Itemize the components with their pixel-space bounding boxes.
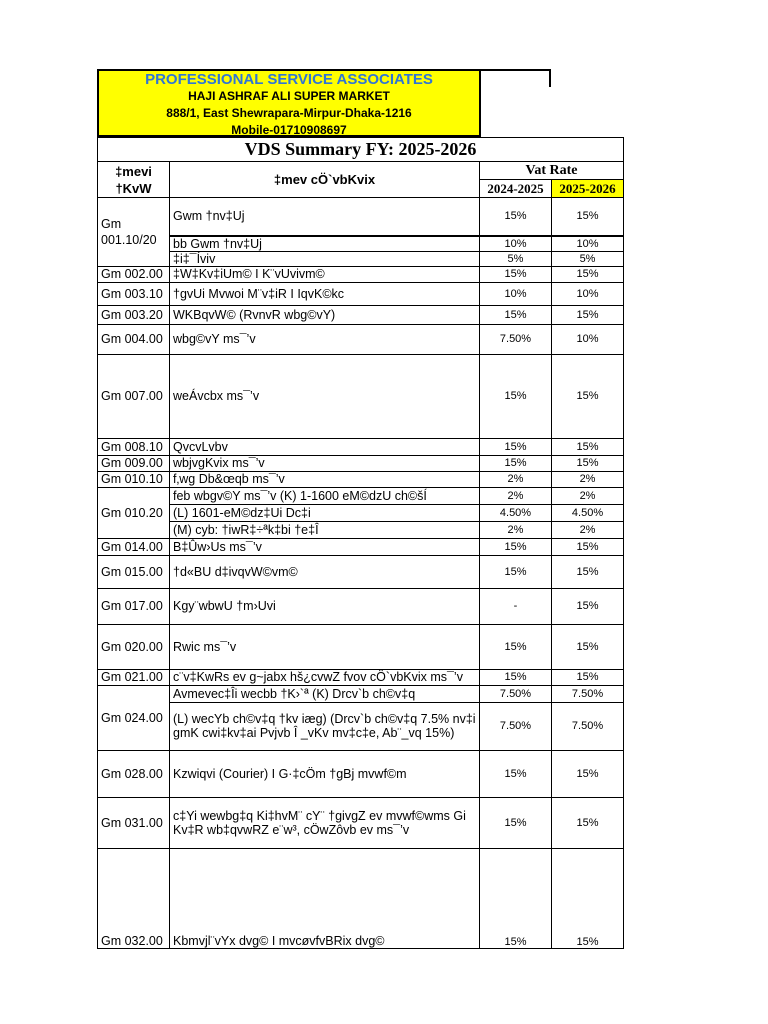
table-row (98, 669, 624, 685)
row-desc: WKBqvW© (RvnvR wbg©vY) (170, 305, 480, 324)
row-rate-2025: 10% (552, 282, 624, 305)
table-row (98, 282, 624, 305)
row-code: Gm 024.00 (98, 685, 170, 750)
row-rate-2024: 7.50% (480, 702, 552, 750)
row-desc: c¨v‡KwRs ev g~jabx hš¿cvwZ fvov cÖ`vbKvix ms¯’v (170, 669, 480, 685)
row-rate-2025: 15% (552, 848, 624, 948)
org-name: PROFESSIONAL SERVICE ASSOCIATES (145, 71, 433, 88)
table-row (98, 305, 624, 324)
table-row (98, 236, 624, 252)
table-row (98, 438, 624, 455)
row-rate-2024: 15% (480, 750, 552, 797)
row-rate-2025: 15% (552, 198, 624, 236)
header-border-tick (549, 69, 551, 87)
vds-table (97, 137, 624, 949)
table-row (98, 797, 624, 848)
row-desc: †gvUi Mvwoi M¨v‡iR I IqvK©kc (170, 282, 480, 305)
row-rate-2024: 5% (480, 251, 552, 266)
row-rate-2024: - (480, 588, 552, 624)
table-title: VDS Summary FY: 2025-2026 (98, 138, 624, 162)
row-rate-2024: 2% (480, 471, 552, 487)
row-rate-2024: 7.50% (480, 324, 552, 354)
table-row (98, 504, 624, 521)
row-rate-2024: 15% (480, 624, 552, 669)
row-rate-2025: 15% (552, 266, 624, 282)
row-code: Gm 031.00 (98, 797, 170, 848)
table-row (98, 848, 624, 948)
row-rate-2024: 2% (480, 487, 552, 504)
table-row (98, 266, 624, 282)
row-rate-2024: 15% (480, 848, 552, 948)
row-code: Gm 003.10 (98, 282, 170, 305)
table-row (98, 685, 624, 702)
row-code: Gm 014.00 (98, 538, 170, 555)
col-header-code: ‡mevi †KvW (98, 162, 170, 198)
row-code: Gm 007.00 (98, 354, 170, 438)
row-desc: Kzwiqvi (Courier) I G·‡cÖm †gBj mvwf©m (170, 750, 480, 797)
table-row (98, 354, 624, 438)
row-desc: QvcvLvbv (170, 438, 480, 455)
table-row (98, 198, 624, 236)
row-desc: feb wbgv©Y ms¯’v (K) 1-1600 eM©dzU ch©šÍ (170, 487, 480, 504)
address: 888/1, East Shewrapara-Mirpur-Dhaka-1216 (166, 106, 412, 120)
row-rate-2025: 15% (552, 624, 624, 669)
row-code: Gm 004.00 (98, 324, 170, 354)
row-code: Gm 003.20 (98, 305, 170, 324)
row-rate-2025: 15% (552, 555, 624, 588)
row-desc: Kbmvjl¨vYx dvg© I mvcøvfvBRix dvg© (170, 848, 480, 948)
row-code: Gm 021.00 (98, 669, 170, 685)
row-rate-2024: 7.50% (480, 685, 552, 702)
row-rate-2025: 4.50% (552, 504, 624, 521)
row-code: Gm 001.10/20 (98, 198, 170, 267)
row-desc: Kgy¨wbwU †m›Uvi (170, 588, 480, 624)
row-desc: f‚wg Db&œqb ms¯’v (170, 471, 480, 487)
table-row (98, 702, 624, 750)
row-rate-2024: 15% (480, 455, 552, 471)
row-rate-2024: 15% (480, 797, 552, 848)
row-rate-2024: 10% (480, 282, 552, 305)
row-rate-2025: 15% (552, 797, 624, 848)
col-header-desc: ‡mev cÖ`vbKvix (170, 162, 480, 198)
spreadsheet-page (97, 69, 623, 948)
row-rate-2025: 10% (552, 324, 624, 354)
table-row (98, 538, 624, 555)
table-row (98, 750, 624, 797)
row-rate-2025: 2% (552, 487, 624, 504)
row-rate-2025: 15% (552, 354, 624, 438)
header-border (481, 69, 551, 71)
row-desc: (L) wecYb ch©v‡q †kv iæg) (Drcv`b ch©v‡q 7.5% nv‡i gmK cwi‡kv‡ai Pvjvb Î _vKv mv‡c‡e, Ab¨_vq 15%) (170, 702, 480, 750)
col-header-year2: 2025-2026 (552, 180, 624, 198)
table-row (98, 471, 624, 487)
row-rate-2025: 15% (552, 669, 624, 685)
row-rate-2024: 2% (480, 521, 552, 538)
row-desc: c‡Yi wewbg‡q Ki‡hvM¨ cY¨ †givgZ ev mvwf©wms Gi Kv‡R wb‡qvwRZ e¨w³, cÖwZôvb ev ms¯’v (170, 797, 480, 848)
row-code: Gm 002.00 (98, 266, 170, 282)
row-desc: (M) cyb: †iwR‡÷ªk‡bi †e‡Î (170, 521, 480, 538)
row-code: Gm 032.00 (98, 848, 170, 948)
row-rate-2024: 15% (480, 305, 552, 324)
row-rate-2025: 15% (552, 438, 624, 455)
row-rate-2025: 15% (552, 455, 624, 471)
row-desc: †d«BU d‡ivqvW©vm© (170, 555, 480, 588)
row-desc: B‡Ûw›Us ms¯’v (170, 538, 480, 555)
col-header-vat-rate: Vat Rate (480, 162, 624, 180)
row-rate-2025: 2% (552, 471, 624, 487)
row-desc: wbg©vY ms¯’v (170, 324, 480, 354)
row-rate-2024: 15% (480, 538, 552, 555)
row-rate-2025: 15% (552, 750, 624, 797)
row-rate-2025: 7.50% (552, 702, 624, 750)
row-code: Gm 015.00 (98, 555, 170, 588)
row-code: Gm 020.00 (98, 624, 170, 669)
row-rate-2024: 4.50% (480, 504, 552, 521)
row-desc: (L) 1601-eM©dz‡Ui Dc‡i (170, 504, 480, 521)
row-code: Gm 010.20 (98, 487, 170, 538)
table-row (98, 455, 624, 471)
row-desc: ‡i‡¯Íviv (170, 251, 480, 266)
table-row (98, 521, 624, 538)
row-rate-2024: 15% (480, 555, 552, 588)
row-rate-2025: 2% (552, 521, 624, 538)
row-rate-2024: 15% (480, 198, 552, 236)
row-rate-2025: 15% (552, 588, 624, 624)
row-code: Gm 009.00 (98, 455, 170, 471)
table-row (98, 487, 624, 504)
row-rate-2024: 15% (480, 266, 552, 282)
col-header-year1: 2024-2025 (480, 180, 552, 198)
row-desc: weÁvcbx ms¯’v (170, 354, 480, 438)
row-desc: ‡W‡Kv‡iUm© I K¨vUvivm© (170, 266, 480, 282)
table-row (98, 324, 624, 354)
table-row (98, 555, 624, 588)
row-desc: Gwm †nv‡Uj (170, 198, 480, 236)
row-rate-2025: 5% (552, 251, 624, 266)
row-rate-2025: 10% (552, 236, 624, 252)
table-row (98, 251, 624, 266)
row-rate-2024: 15% (480, 354, 552, 438)
row-desc: wbjvgKvix ms¯’v (170, 455, 480, 471)
row-code: Gm 010.10 (98, 471, 170, 487)
row-rate-2024: 15% (480, 438, 552, 455)
row-rate-2025: 7.50% (552, 685, 624, 702)
table-row (98, 624, 624, 669)
firm-header (97, 69, 481, 137)
table-row (98, 588, 624, 624)
row-code: Gm 028.00 (98, 750, 170, 797)
row-desc: Rwic ms¯’v (170, 624, 480, 669)
mobile: Mobile-01710908697 (231, 123, 347, 137)
row-rate-2025: 15% (552, 305, 624, 324)
row-code: Gm 017.00 (98, 588, 170, 624)
market-name: HAJI ASHRAF ALI SUPER MARKET (188, 89, 390, 103)
row-rate-2025: 15% (552, 538, 624, 555)
row-rate-2024: 10% (480, 236, 552, 252)
row-desc: bb Gwm †nv‡Uj (170, 236, 480, 252)
row-code: Gm 008.10 (98, 438, 170, 455)
row-desc: Avmevec‡Îi wecbb †K›`ª (K) Drcv`b ch©v‡q (170, 685, 480, 702)
row-rate-2024: 15% (480, 669, 552, 685)
